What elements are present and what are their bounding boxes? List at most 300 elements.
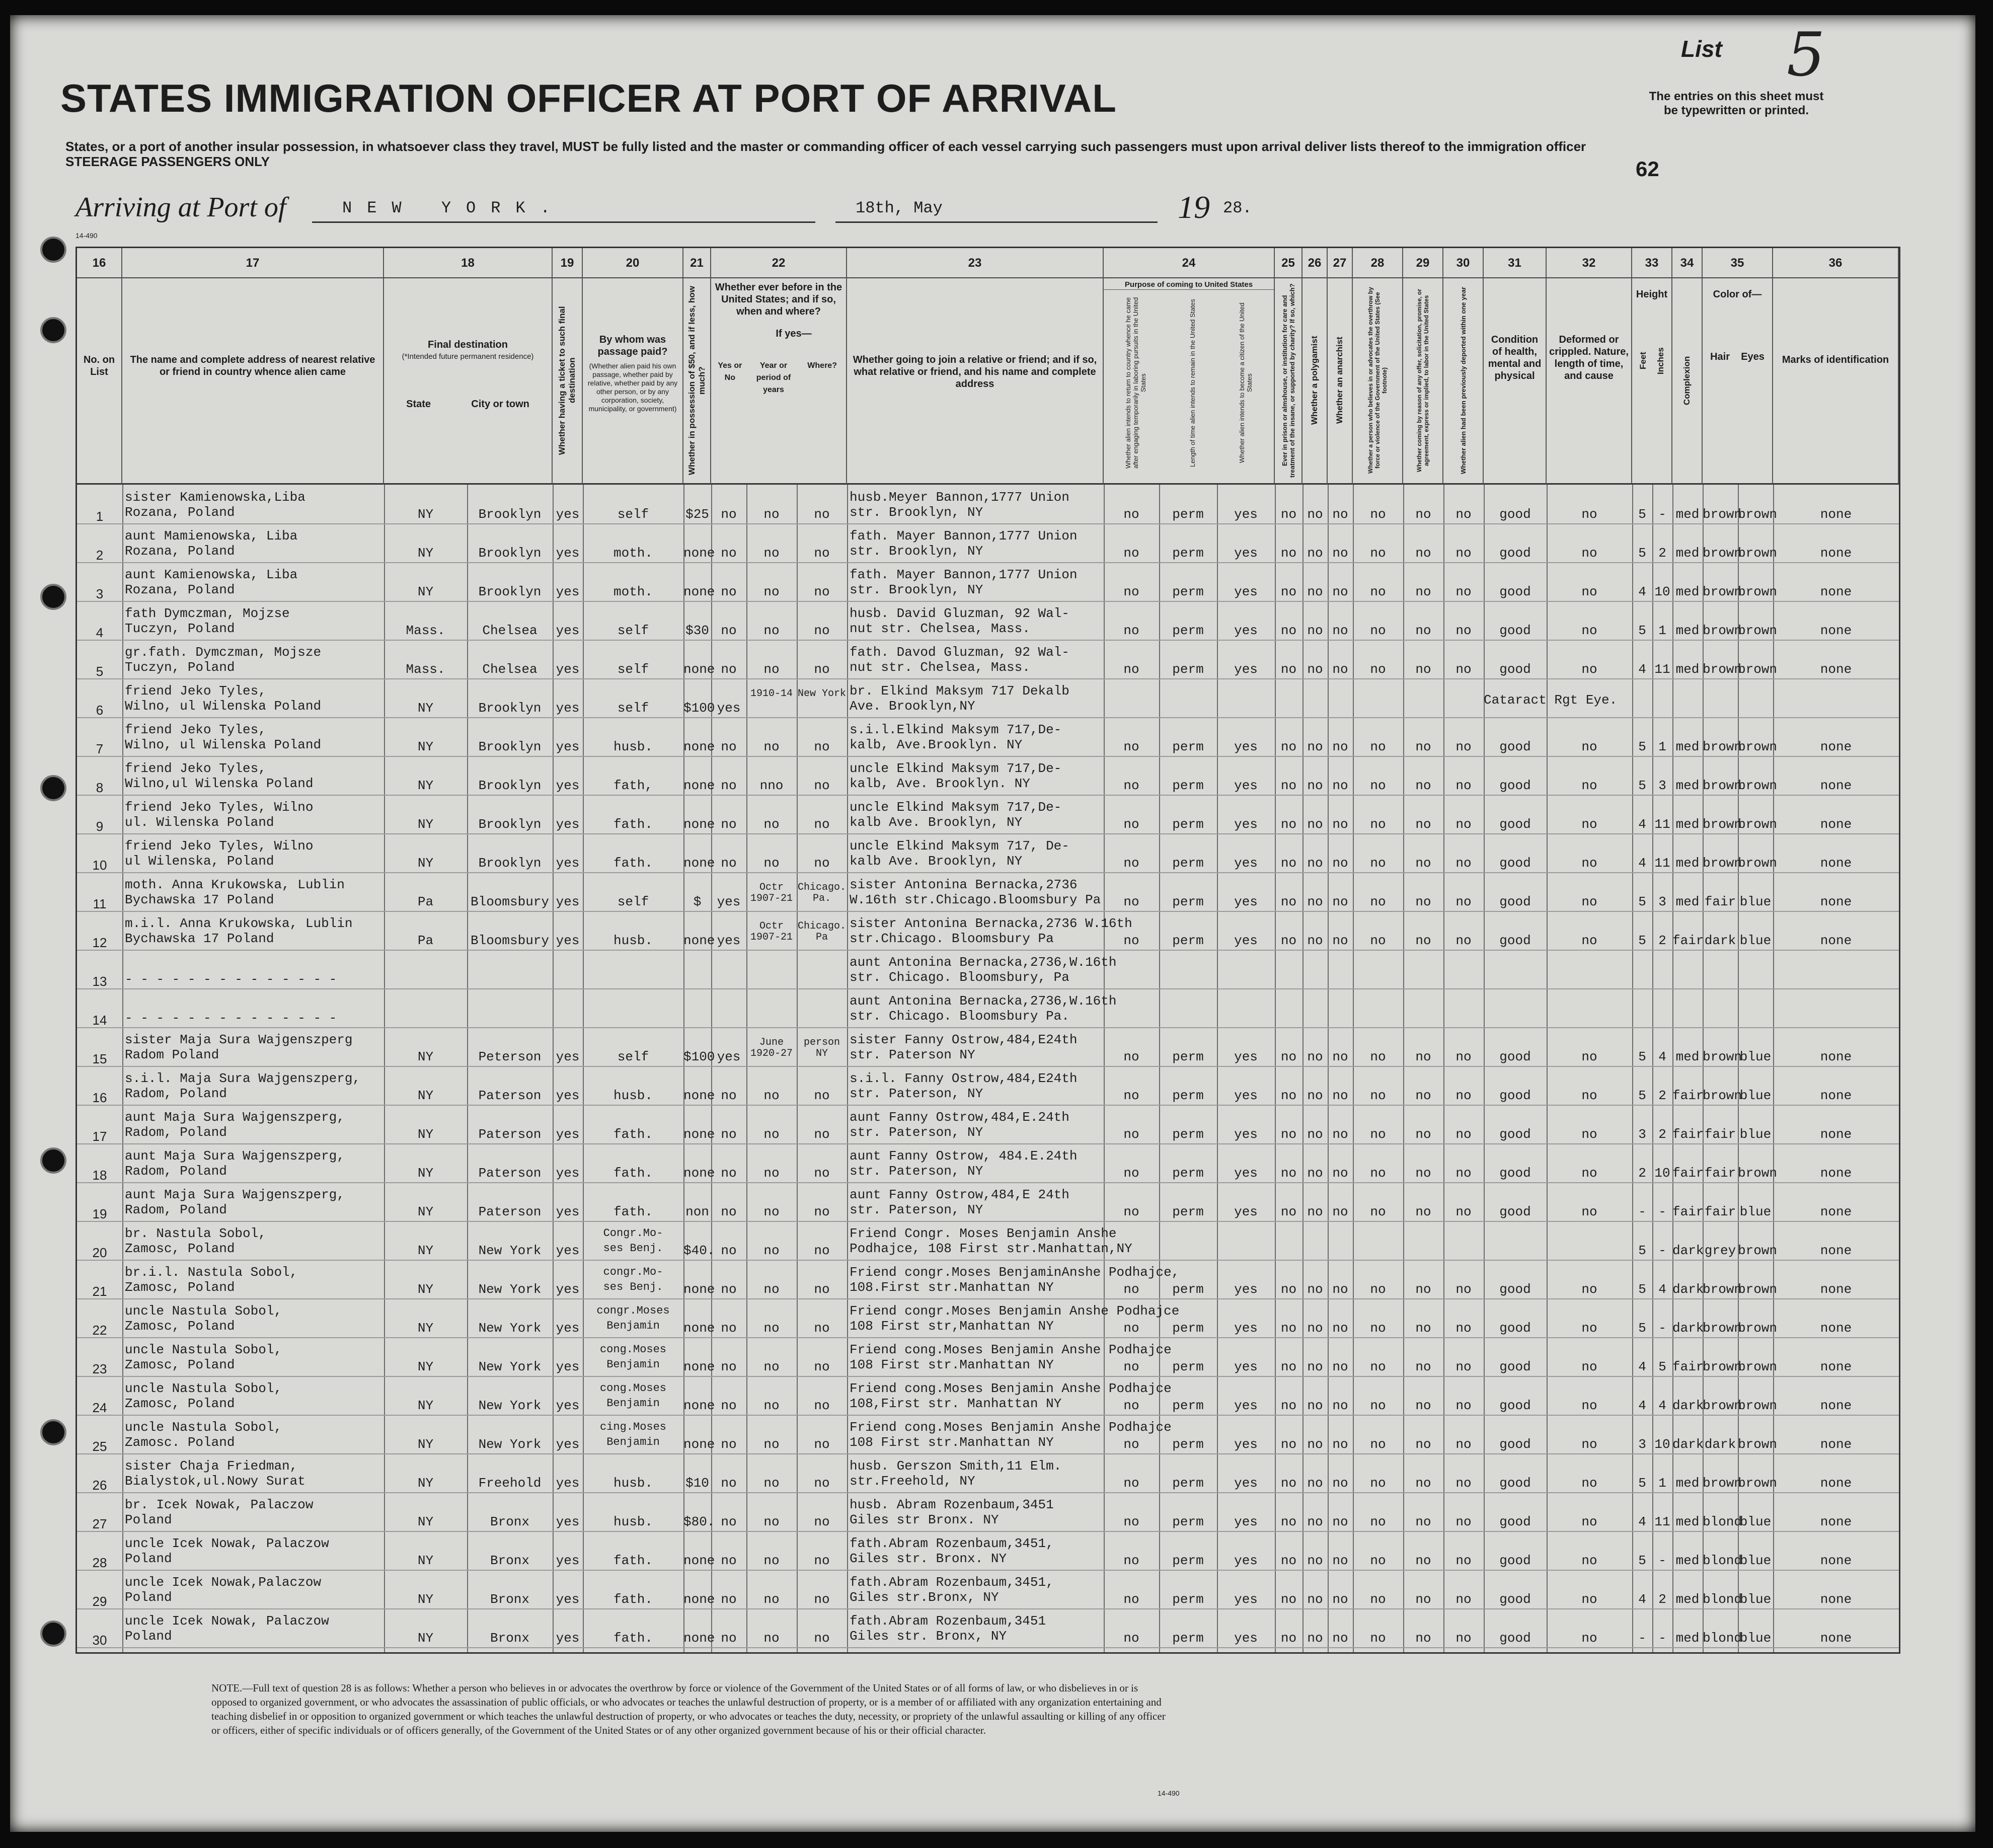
cell-polyg: no <box>1307 1631 1323 1646</box>
cell-before: no <box>721 1592 737 1607</box>
cell-deformed: no <box>1581 894 1597 909</box>
before-in-us-title: Whether ever before in the United States; and if so, when and where? <box>715 282 842 317</box>
cell-hair: brown <box>1703 1282 1742 1297</box>
header-before-in-us <box>711 278 847 485</box>
cell-complexion: dark <box>1672 1437 1704 1452</box>
cell-return: no <box>1123 817 1139 832</box>
cell-before: no <box>721 584 737 599</box>
cell-state: NY <box>417 701 434 716</box>
cell-paid: self <box>617 701 649 716</box>
purpose-citizen: Whether alien intends to become a citizen of the United States <box>1238 302 1253 464</box>
cell-money: none <box>683 1631 715 1646</box>
row-number: 14 <box>92 1013 107 1028</box>
cell-paid: fath. <box>613 1204 653 1219</box>
cell-deport: no <box>1455 1049 1472 1064</box>
cell-ticket: yes <box>556 1398 580 1413</box>
cell-paid: husb. <box>613 1088 653 1103</box>
cell-join: aunt Fanny Ostrow,484,E.24th str. Paterson, NY <box>850 1110 1069 1140</box>
cell-paid: self <box>617 623 649 638</box>
cell-hair: brown <box>1703 1088 1742 1103</box>
cell-length: perm <box>1172 662 1204 677</box>
cell-join: s.i.l.Elkind Maksym 717,De- kalb, Ave.Brooklyn. NY <box>850 722 1062 752</box>
cell-where: no <box>814 1282 830 1297</box>
purpose-title: Purpose of coming to United States <box>1104 280 1274 290</box>
cell-year: nno <box>759 778 784 793</box>
cell-hair: brown <box>1703 1398 1742 1413</box>
cell-hair: grey <box>1704 1243 1736 1258</box>
cell-ticket: yes <box>556 739 580 754</box>
cell-before: no <box>721 546 737 561</box>
form-subtitle: States, or a port of another insular possession, in whatsoever class they travel, MUST be fully listed and the master or commanding officer of each vessel carrying such passengers must upon arrival deliver lists thereof to the immigration officer <box>65 139 1586 154</box>
cell-deformed: no <box>1581 1049 1597 1064</box>
cell-length: perm <box>1172 507 1204 522</box>
cell-year: no <box>763 507 780 522</box>
cell-citizen: yes <box>1234 1592 1258 1607</box>
header-deported <box>1443 278 1484 485</box>
cell-before: no <box>721 739 737 754</box>
cell-prison: no <box>1280 623 1297 638</box>
cell-paid: fath. <box>613 856 653 871</box>
cell-year: no <box>763 817 780 832</box>
table-row <box>77 1105 1899 1143</box>
cell-health: good <box>1499 1631 1531 1646</box>
cell-ticket: yes <box>556 1592 580 1607</box>
cell-inches: 4 <box>1658 1049 1666 1064</box>
cell-year: no <box>763 1359 780 1374</box>
colnum-20: 20 <box>583 248 683 278</box>
header-polygamist <box>1302 278 1328 485</box>
cell-deformed: no <box>1581 1631 1597 1646</box>
cell-where: no <box>814 1359 830 1374</box>
cell-q28: no <box>1370 1553 1386 1568</box>
cell-state: NY <box>417 1166 434 1181</box>
cell-anarch: no <box>1332 778 1348 793</box>
purpose-return: Whether alien intends to return to country whence he came after engaging temporarily in laboring pursuits in the United States <box>1124 297 1147 469</box>
colnum-25: 25 <box>1275 248 1302 278</box>
cell-citizen: yes <box>1234 778 1258 793</box>
cell-deformed: no <box>1581 1592 1597 1607</box>
cell-hair: brown <box>1703 856 1742 871</box>
cell-where: no <box>814 1321 830 1336</box>
cell-citizen: yes <box>1234 623 1258 638</box>
cell-money: $10 <box>685 1476 709 1491</box>
cell-year: no <box>763 1243 780 1258</box>
cell-length: perm <box>1172 856 1204 871</box>
cell-join: fath.Abram Rozenbaum,3451 Giles str. Bronx, NY <box>850 1613 1046 1644</box>
cell-ticket: yes <box>556 1476 580 1491</box>
table-row <box>77 872 1899 911</box>
cell-polyg: no <box>1307 1592 1323 1607</box>
cell-polyg: no <box>1307 662 1323 677</box>
cell-q28: no <box>1370 739 1386 754</box>
cell-join: uncle Elkind Maksym 717,De- kalb, Ave. Brooklyn. NY <box>850 761 1062 791</box>
cell-money: none <box>683 1398 715 1413</box>
cell-inches: 11 <box>1654 1514 1670 1529</box>
cell-length: perm <box>1172 1592 1204 1607</box>
cell-eyes: blue <box>1739 894 1772 909</box>
cell-join: aunt Antonina Bernacka,2736,W.16th str. Chicago. Bloomsbury, Pa <box>850 955 1117 985</box>
cell-length: perm <box>1172 1359 1204 1374</box>
cell-join: sister Antonina Bernacka,2736 W.16th str.Chicago.Bloomsbury Pa <box>850 877 1101 907</box>
cell-where: no <box>814 817 830 832</box>
cell-relative: sister Chaja Friedman, Bialystok,ul.Nowy Surat <box>125 1458 305 1489</box>
cell-health: good <box>1499 933 1531 948</box>
cell-where: New York <box>797 688 846 700</box>
cell-citizen: yes <box>1234 507 1258 522</box>
cell-length: perm <box>1172 584 1204 599</box>
cell-feet: 4 <box>1638 1592 1646 1607</box>
cell-return: no <box>1123 1592 1139 1607</box>
cell-anarch: no <box>1332 856 1348 871</box>
cell-deformed: no <box>1581 1166 1597 1181</box>
header-state: State <box>406 399 431 410</box>
cell-year: Octr 1907-21 <box>750 882 793 904</box>
cell-return: no <box>1123 1204 1139 1219</box>
cell-length: perm <box>1172 894 1204 909</box>
cell-polyg: no <box>1307 1282 1323 1297</box>
cell-deport: no <box>1455 1282 1472 1297</box>
table-row <box>77 1337 1899 1376</box>
cell-deport: no <box>1455 1321 1472 1336</box>
cell-polyg: no <box>1307 1476 1323 1491</box>
colnum-18: 18 <box>384 248 553 278</box>
cell-where: no <box>814 1166 830 1181</box>
header-ticket-text: Whether having a ticket to such final destination <box>557 306 577 455</box>
cell-relative: br.i.l. Nastula Sobol, Zamosc, Poland <box>125 1265 298 1295</box>
cell-eyes: brown <box>1738 1476 1778 1491</box>
header-nearest-relative: The name and complete address of nearest relative or friend in country whence alien came <box>122 278 384 485</box>
cell-city: New York <box>478 1398 542 1413</box>
row-number: 16 <box>92 1090 107 1105</box>
cell-q28: no <box>1370 1592 1386 1607</box>
cell-health: good <box>1499 1476 1531 1491</box>
cell-marks: none <box>1820 1088 1852 1103</box>
cell-where: no <box>814 623 830 638</box>
row-rule <box>77 1647 1899 1648</box>
cell-paid: fath. <box>613 1553 653 1568</box>
cell-paid: fath. <box>613 1127 653 1142</box>
cell-marks: none <box>1820 1359 1852 1374</box>
cell-join: sister Fanny Ostrow,484,E24th str. Paterson NY <box>850 1032 1078 1062</box>
cell-anarch: no <box>1332 1514 1348 1529</box>
table-row <box>77 756 1899 795</box>
cell-deport: no <box>1455 1088 1472 1103</box>
cell-return: no <box>1123 778 1139 793</box>
cell-offer: no <box>1415 1321 1431 1336</box>
cell-return: no <box>1123 1127 1139 1142</box>
cell-polyg: no <box>1307 1514 1323 1529</box>
header-q28-text: Whether a person who believes in or advocates the overthrow by force or violence of the Government of the United States (See footnote) <box>1367 287 1388 474</box>
cell-anarch: no <box>1332 894 1348 909</box>
cell-deformed: no <box>1581 546 1597 561</box>
cell-money: none <box>683 856 715 871</box>
cell-citizen: yes <box>1234 1049 1258 1064</box>
cell-ticket: yes <box>556 1359 580 1374</box>
header-offer <box>1403 278 1443 485</box>
cell-year: Octr 1907-21 <box>750 920 793 943</box>
row-number: 3 <box>96 586 104 601</box>
cell-deformed: no <box>1581 817 1597 832</box>
cell-hair: blond <box>1703 1553 1742 1568</box>
cell-where: no <box>814 739 830 754</box>
cell-money: $25 <box>685 507 709 522</box>
cell-year: no <box>763 1592 780 1607</box>
cell-city: Bronx <box>490 1553 529 1568</box>
cell-state: NY <box>417 1631 434 1646</box>
cell-join: aunt Antonina Bernacka,2736,W.16th str. Chicago. Bloomsbury Pa. <box>850 993 1117 1024</box>
cell-state: NY <box>417 817 434 832</box>
cell-citizen: yes <box>1234 584 1258 599</box>
cell-ticket: yes <box>556 1553 580 1568</box>
cell-year: no <box>763 1631 780 1646</box>
cell-deport: no <box>1455 1631 1472 1646</box>
cell-marks: none <box>1820 1476 1852 1491</box>
cell-ticket: yes <box>556 1204 580 1219</box>
cell-health: good <box>1499 1437 1531 1452</box>
cell-eyes: brown <box>1738 817 1778 832</box>
cell-anarch: no <box>1332 739 1348 754</box>
cell-join: fath. Mayer Bannon,1777 Union str. Brooklyn, NY <box>850 567 1078 597</box>
cell-deformed: no <box>1581 1282 1597 1297</box>
cell-before: no <box>721 1476 737 1491</box>
cell-health: Cataract Rgt Eye. <box>1484 692 1618 708</box>
row-number: 27 <box>92 1516 107 1531</box>
cell-money: none <box>683 1088 715 1103</box>
cell-money: none <box>683 817 715 832</box>
cell-deformed: no <box>1581 1553 1597 1568</box>
cell-money: $100 <box>683 1049 715 1064</box>
cell-return: no <box>1123 1088 1139 1103</box>
cell-polyg: no <box>1307 584 1323 599</box>
colnum-27: 27 <box>1328 248 1353 278</box>
cell-paid: cing.Moses Benjamin <box>599 1421 667 1448</box>
steerage-label: STEERAGE PASSENGERS ONLY <box>65 154 270 169</box>
cell-marks: none <box>1820 1049 1852 1064</box>
cell-offer: no <box>1415 1592 1431 1607</box>
cell-prison: no <box>1280 1088 1297 1103</box>
cell-complexion: med <box>1675 507 1700 522</box>
cell-before: no <box>721 1631 737 1646</box>
cell-city: Paterson <box>478 1127 542 1142</box>
cell-citizen: yes <box>1234 894 1258 909</box>
cell-relative: friend Jeko Tyles, Wilno ul. Wilenska Poland <box>125 800 314 830</box>
header-complexion-text: Complexion <box>1682 356 1692 405</box>
cell-health: good <box>1499 623 1531 638</box>
cell-deport: no <box>1455 1166 1472 1181</box>
cell-anarch: no <box>1332 933 1348 948</box>
cell-anarch: no <box>1332 1127 1348 1142</box>
header-q28 <box>1353 278 1403 485</box>
cell-year: no <box>763 546 780 561</box>
table-row <box>77 950 1899 988</box>
cell-money: none <box>683 1437 715 1452</box>
cell-city: Brooklyn <box>478 701 542 716</box>
cell-return: no <box>1123 662 1139 677</box>
cell-eyes: brown <box>1738 1398 1778 1413</box>
cell-return: no <box>1123 1553 1139 1568</box>
cell-length: perm <box>1172 1127 1204 1142</box>
cell-year: no <box>763 662 780 677</box>
row-number: 5 <box>96 664 104 679</box>
cell-complexion: med <box>1675 1553 1700 1568</box>
cell-year: no <box>763 1088 780 1103</box>
cell-ticket: yes <box>556 1243 580 1258</box>
cell-anarch: no <box>1332 1437 1348 1452</box>
cell-health: good <box>1499 1553 1531 1568</box>
cell-money: none <box>683 739 715 754</box>
cell-length: perm <box>1172 1631 1204 1646</box>
colnum-24: 24 <box>1104 248 1275 278</box>
cell-inches: 2 <box>1658 933 1666 948</box>
cell-feet: 5 <box>1638 623 1646 638</box>
cell-deport: no <box>1455 1476 1472 1491</box>
cell-eyes: brown <box>1738 1166 1778 1181</box>
row-number: 21 <box>92 1284 107 1299</box>
cell-inches: 4 <box>1658 1282 1666 1297</box>
cell-city: Bloomsbury <box>470 894 550 909</box>
cell-feet: 4 <box>1638 856 1646 871</box>
cell-state: Mass. <box>406 623 445 638</box>
cell-where: no <box>814 1127 830 1142</box>
cell-length: perm <box>1172 546 1204 561</box>
if-yes-label: If yes— <box>776 328 812 339</box>
cell-city: Paterson <box>478 1088 542 1103</box>
cell-citizen: yes <box>1234 1127 1258 1142</box>
color-title: Color of— <box>1713 289 1762 300</box>
cell-q28: no <box>1370 546 1386 561</box>
cell-offer: no <box>1415 856 1431 871</box>
table-row <box>77 911 1899 950</box>
cell-where: no <box>814 507 830 522</box>
cell-where: no <box>814 1631 830 1646</box>
colnum-28: 28 <box>1353 248 1403 278</box>
cell-money: $30 <box>685 623 709 638</box>
row-number: 20 <box>92 1245 107 1260</box>
cell-feet: 2 <box>1638 1166 1646 1181</box>
cell-state: NY <box>417 1359 434 1374</box>
cell-complexion: dark <box>1672 1398 1704 1413</box>
cell-feet: 5 <box>1638 1243 1646 1258</box>
table-row <box>77 1260 1899 1298</box>
cell-deformed: no <box>1581 507 1597 522</box>
cell-inches: 3 <box>1658 778 1666 793</box>
cell-relative: aunt Kamienowska, Liba Rozana, Poland <box>125 567 298 597</box>
cell-feet: 4 <box>1638 817 1646 832</box>
cell-q28: no <box>1370 1321 1386 1336</box>
cell-join: fath.Abram Rozenbaum,3451, Giles str. Bronx. NY <box>850 1536 1054 1566</box>
cell-offer: no <box>1415 584 1431 599</box>
cell-join: fath. Davod Gluzman, 92 Wal- nut str. Chelsea, Mass. <box>850 645 1069 675</box>
cell-city: Brooklyn <box>478 856 542 871</box>
colnum-22: 22 <box>711 248 847 278</box>
row-number: 6 <box>96 703 104 718</box>
cell-where: no <box>814 778 830 793</box>
cell-join: fath.Abram Rozenbaum,3451, Giles str.Bronx, NY <box>850 1575 1054 1605</box>
cell-where: no <box>814 1592 830 1607</box>
cell-state: NY <box>417 1514 434 1529</box>
cell-join: s.i.l. Fanny Ostrow,484,E24th str. Paterson, NY <box>850 1071 1078 1101</box>
cell-where: no <box>814 1476 830 1491</box>
cell-complexion: fair <box>1672 1127 1704 1142</box>
cell-q28: no <box>1370 1476 1386 1491</box>
cell-inches: 1 <box>1658 1476 1666 1491</box>
cell-health: good <box>1499 894 1531 909</box>
cell-length: perm <box>1172 1398 1204 1413</box>
header-year: Year or period of years <box>756 361 791 394</box>
cell-polyg: no <box>1307 1127 1323 1142</box>
cell-complexion: med <box>1675 584 1700 599</box>
cell-city: Paterson <box>478 1166 542 1181</box>
cell-offer: no <box>1415 1166 1431 1181</box>
cell-citizen: yes <box>1234 739 1258 754</box>
cell-paid: self <box>617 1049 649 1064</box>
cell-deport: no <box>1455 1359 1472 1374</box>
row-number: 2 <box>96 548 104 563</box>
cell-deport: no <box>1455 1204 1472 1219</box>
cell-ticket: yes <box>556 1631 580 1646</box>
cell-feet: 5 <box>1638 1088 1646 1103</box>
colnum-32: 32 <box>1547 248 1632 278</box>
cell-state: NY <box>417 546 434 561</box>
cell-year: no <box>763 1437 780 1452</box>
cell-prison: no <box>1280 894 1297 909</box>
cell-city: Chelsea <box>482 662 538 677</box>
cell-deformed: no <box>1581 1204 1597 1219</box>
cell-deformed: no <box>1581 1359 1597 1374</box>
cell-eyes: brown <box>1738 1243 1778 1258</box>
cell-polyg: no <box>1307 546 1323 561</box>
cell-city: Chelsea <box>482 623 538 638</box>
cell-state: NY <box>417 584 434 599</box>
table-row <box>77 601 1899 640</box>
cell-hair: fair <box>1704 1204 1736 1219</box>
list-instruction: The entries on this sheet must be typewritten or printed. <box>1649 90 1824 117</box>
cell-offer: no <box>1415 1282 1431 1297</box>
cell-citizen: yes <box>1234 1398 1258 1413</box>
cell-money: none <box>683 662 715 677</box>
cell-ticket: yes <box>556 662 580 677</box>
cell-citizen: yes <box>1234 1282 1258 1297</box>
cell-feet: 5 <box>1638 894 1646 909</box>
cell-length: perm <box>1172 1514 1204 1529</box>
cell-feet: 4 <box>1638 1398 1646 1413</box>
cell-length: perm <box>1172 1437 1204 1452</box>
cell-offer: no <box>1415 1631 1431 1646</box>
cell-year: no <box>763 739 780 754</box>
colnum-36: 36 <box>1773 248 1899 278</box>
cell-marks: none <box>1820 1204 1852 1219</box>
cell-paid: fath. <box>613 1631 653 1646</box>
cell-relative: aunt Mamienowska, Liba Rozana, Poland <box>125 528 298 559</box>
cell-hair: blond <box>1703 1631 1742 1646</box>
cell-return: no <box>1123 894 1139 909</box>
cell-relative: uncle Icek Nowak,Palaczow Poland <box>125 1575 322 1605</box>
cell-ticket: yes <box>556 584 580 599</box>
cell-offer: no <box>1415 1049 1431 1064</box>
cell-relative: - - - - - - - - - - - - - - <box>125 1011 337 1026</box>
cell-marks: none <box>1820 1592 1852 1607</box>
cell-return: no <box>1123 1049 1139 1064</box>
footnote: NOTE.—Full text of question 28 is as follows: Whether a person who believes in or advocates the overthrow by force or violence of the Government of the United States or of all forms of law, or who disbelieves in or is opposed to organized government, or who advocates the assassination of public officials, or who advocates or teaches the unlawful destruction of property, or is a member of or affiliated with any organization entertaining and teaching disbelief in or opposition to organized government or which teaches the unlawful destruction of property, or who advocates or teaches the duty, necessity, or propriety of the unlawful assaulting or killing of any officer or officers, either of specific individuals or of officers generally, of the Government of the United States or of any other organized government because of his or their official character. <box>211 1682 1166 1736</box>
cell-deport: no <box>1455 933 1472 948</box>
cell-ticket: yes <box>556 1437 580 1452</box>
cell-feet: 5 <box>1638 1321 1646 1336</box>
cell-health: good <box>1499 739 1531 754</box>
cell-complexion: med <box>1675 778 1700 793</box>
cell-complexion: fair <box>1672 1088 1704 1103</box>
cell-prison: no <box>1280 584 1297 599</box>
cell-eyes: brown <box>1738 1321 1778 1336</box>
